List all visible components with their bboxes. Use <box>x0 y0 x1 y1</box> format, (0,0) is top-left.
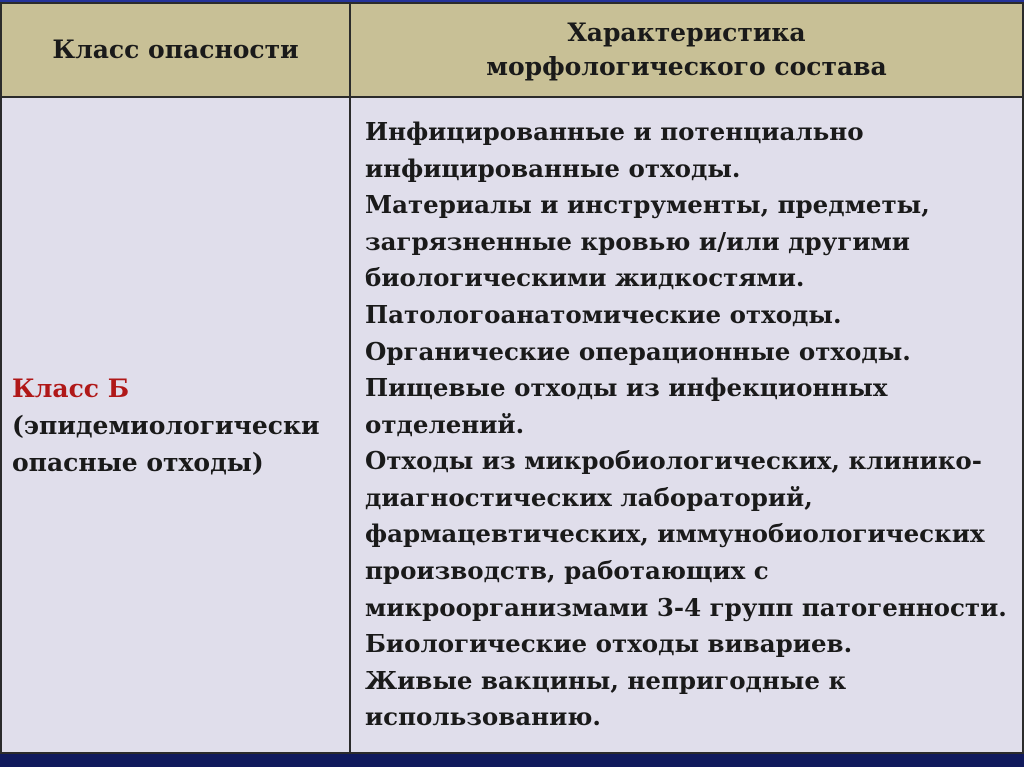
header-characteristics <box>350 3 1023 97</box>
class-name: Класс Б <box>12 373 130 403</box>
class-description: (эпидемиологически опасные отходы) <box>12 410 320 477</box>
table-header-row <box>1 3 1023 97</box>
characteristics-cell <box>350 97 1023 753</box>
header-characteristics-text: Характеристика морфологического состава <box>486 18 887 81</box>
hazard-class-table <box>0 2 1024 754</box>
class-cell <box>1 97 350 753</box>
table-row <box>1 97 1023 753</box>
header-hazard-class: Класс опасности <box>1 3 350 97</box>
characteristics-text: Инфицированные и потенциально инфицированные отходы. Материалы и инструменты, предметы, загрязненные кровью и/или другими биологическими жидкостями. Патологоанатомические отходы. Органические операционные отходы. Пищевые отходы из инфекционных отделений. Отходы из микробиологических, клинико- диагностических лабораторий, фармацевтических, иммунобиологических производств, работающих с микроорганизмами 3-4 групп патогенности. Биологические отходы вивариев. Живые вакцины, непригодные к использованию. <box>365 116 1007 732</box>
